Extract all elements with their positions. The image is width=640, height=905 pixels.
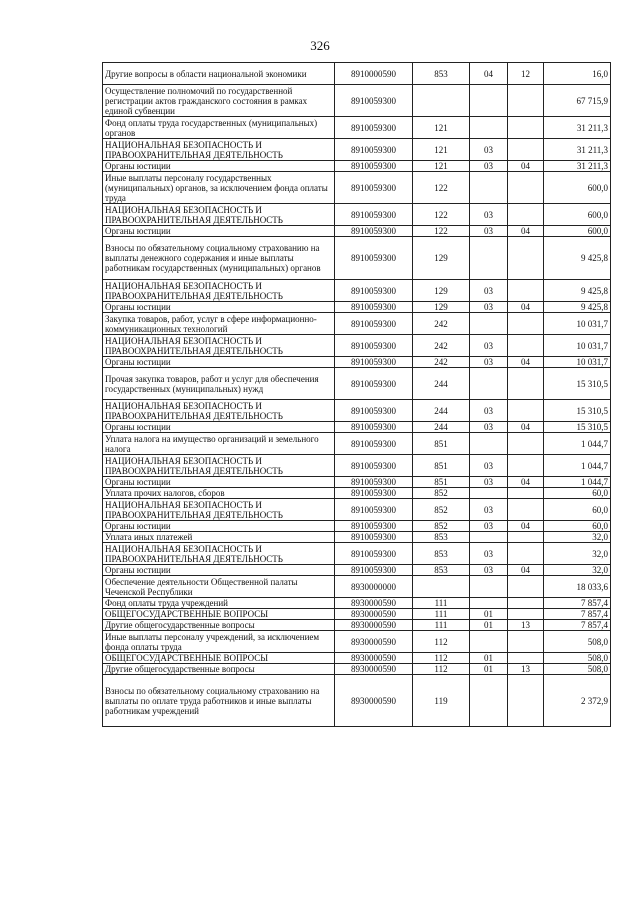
expense-type-cell: 242 (413, 335, 470, 357)
subsection-cell (508, 499, 544, 521)
subsection-cell: 12 (508, 63, 544, 85)
amount-cell: 7 857,4 (544, 620, 611, 631)
expense-type-cell: 121 (413, 161, 470, 172)
target-code-cell: 8910059300 (335, 237, 413, 280)
section-cell: 01 (470, 653, 508, 664)
subsection-cell (508, 631, 544, 653)
table-row (103, 455, 611, 477)
target-code-cell: 8930000590 (335, 598, 413, 609)
amount-cell: 9 425,8 (544, 280, 611, 302)
subsection-cell: 04 (508, 302, 544, 313)
subsection-cell (508, 237, 544, 280)
subsection-cell (508, 576, 544, 598)
table-row (103, 85, 611, 117)
row-name-cell: НАЦИОНАЛЬНАЯ БЕЗОПАСНОСТЬ И ПРАВООХРАНИТЕЛЬНАЯ ДЕЯТЕЛЬНОСТЬ (103, 400, 335, 422)
row-name-cell: Органы юстиции (103, 422, 335, 433)
target-code-cell: 8930000590 (335, 653, 413, 664)
amount-cell: 600,0 (544, 172, 611, 204)
expense-type-cell: 853 (413, 63, 470, 85)
row-name-cell: НАЦИОНАЛЬНАЯ БЕЗОПАСНОСТЬ И ПРАВООХРАНИТЕЛЬНАЯ ДЕЯТЕЛЬНОСТЬ (103, 499, 335, 521)
budget-table-body (103, 63, 611, 727)
table-row (103, 357, 611, 368)
amount-cell: 9 425,8 (544, 302, 611, 313)
target-code-cell: 8910059300 (335, 161, 413, 172)
table-row (103, 204, 611, 226)
target-code-cell: 8910059300 (335, 313, 413, 335)
target-code-cell: 8910000590 (335, 63, 413, 85)
row-name-cell: Уплата иных платежей (103, 532, 335, 543)
section-cell: 03 (470, 357, 508, 368)
expense-type-cell: 122 (413, 172, 470, 204)
amount-cell: 32,0 (544, 532, 611, 543)
table-row (103, 433, 611, 455)
target-code-cell: 8910059300 (335, 335, 413, 357)
section-cell (470, 488, 508, 499)
section-cell (470, 313, 508, 335)
subsection-cell: 04 (508, 226, 544, 237)
expense-type-cell: 244 (413, 400, 470, 422)
subsection-cell: 04 (508, 565, 544, 576)
row-name-cell: Органы юстиции (103, 161, 335, 172)
section-cell: 03 (470, 455, 508, 477)
row-name-cell: ОБЩЕГОСУДАРСТВЕННЫЕ ВОПРОСЫ (103, 609, 335, 620)
subsection-cell (508, 488, 544, 499)
table-row (103, 400, 611, 422)
subsection-cell (508, 313, 544, 335)
table-row (103, 565, 611, 576)
row-name-cell: Взносы по обязательному социальному страхованию на выплаты денежного содержания и иные выплаты работникам государственных (муниципальных) органов (103, 237, 335, 280)
table-row (103, 675, 611, 727)
target-code-cell: 8930000590 (335, 620, 413, 631)
target-code-cell: 8910059300 (335, 85, 413, 117)
section-cell (470, 675, 508, 727)
row-name-cell: НАЦИОНАЛЬНАЯ БЕЗОПАСНОСТЬ И ПРАВООХРАНИТЕЛЬНАЯ ДЕЯТЕЛЬНОСТЬ (103, 455, 335, 477)
subsection-cell (508, 204, 544, 226)
row-name-cell: Органы юстиции (103, 357, 335, 368)
amount-cell: 31 211,3 (544, 117, 611, 139)
section-cell: 03 (470, 521, 508, 532)
target-code-cell: 8910059300 (335, 302, 413, 313)
subsection-cell (508, 280, 544, 302)
target-code-cell: 8910059300 (335, 477, 413, 488)
target-code-cell: 8930000590 (335, 609, 413, 620)
table-row (103, 302, 611, 313)
subsection-cell (508, 85, 544, 117)
expense-type-cell: 121 (413, 139, 470, 161)
section-cell: 03 (470, 400, 508, 422)
amount-cell: 7 857,4 (544, 609, 611, 620)
section-cell: 03 (470, 477, 508, 488)
row-name-cell: НАЦИОНАЛЬНАЯ БЕЗОПАСНОСТЬ И ПРАВООХРАНИТЕЛЬНАЯ ДЕЯТЕЛЬНОСТЬ (103, 139, 335, 161)
row-name-cell: НАЦИОНАЛЬНАЯ БЕЗОПАСНОСТЬ И ПРАВООХРАНИТЕЛЬНАЯ ДЕЯТЕЛЬНОСТЬ (103, 543, 335, 565)
expense-type-cell (413, 576, 470, 598)
expense-type-cell: 244 (413, 368, 470, 400)
target-code-cell: 8930000590 (335, 631, 413, 653)
section-cell: 03 (470, 139, 508, 161)
amount-cell: 600,0 (544, 226, 611, 237)
expense-type-cell: 121 (413, 117, 470, 139)
subsection-cell: 04 (508, 521, 544, 532)
table-row (103, 576, 611, 598)
amount-cell: 32,0 (544, 565, 611, 576)
section-cell (470, 631, 508, 653)
expense-type-cell: 119 (413, 675, 470, 727)
section-cell (470, 532, 508, 543)
expense-type-cell (413, 85, 470, 117)
target-code-cell: 8910059300 (335, 422, 413, 433)
expense-type-cell: 242 (413, 313, 470, 335)
target-code-cell: 8910059300 (335, 204, 413, 226)
table-row (103, 609, 611, 620)
amount-cell: 1 044,7 (544, 433, 611, 455)
table-row (103, 543, 611, 565)
amount-cell: 9 425,8 (544, 237, 611, 280)
expense-type-cell: 852 (413, 521, 470, 532)
table-row (103, 280, 611, 302)
section-cell: 03 (470, 280, 508, 302)
expense-type-cell: 129 (413, 302, 470, 313)
amount-cell: 15 310,5 (544, 422, 611, 433)
expense-type-cell: 851 (413, 433, 470, 455)
section-cell: 03 (470, 565, 508, 576)
target-code-cell: 8910059300 (335, 433, 413, 455)
target-code-cell: 8910059300 (335, 543, 413, 565)
table-row (103, 161, 611, 172)
amount-cell: 10 031,7 (544, 313, 611, 335)
target-code-cell: 8910059300 (335, 280, 413, 302)
table-row (103, 313, 611, 335)
expense-type-cell: 853 (413, 532, 470, 543)
section-cell: 03 (470, 422, 508, 433)
table-row (103, 368, 611, 400)
table-row (103, 117, 611, 139)
row-name-cell: Органы юстиции (103, 302, 335, 313)
target-code-cell: 8910059300 (335, 172, 413, 204)
row-name-cell: Органы юстиции (103, 521, 335, 532)
row-name-cell: Прочая закупка товаров, работ и услуг для обеспечения государственных (муниципальных) нужд (103, 368, 335, 400)
subsection-cell (508, 172, 544, 204)
amount-cell: 60,0 (544, 499, 611, 521)
amount-cell: 2 372,9 (544, 675, 611, 727)
table-row (103, 477, 611, 488)
expense-type-cell: 111 (413, 609, 470, 620)
amount-cell: 18 033,6 (544, 576, 611, 598)
amount-cell: 31 211,3 (544, 161, 611, 172)
table-row (103, 226, 611, 237)
amount-cell: 31 211,3 (544, 139, 611, 161)
section-cell (470, 576, 508, 598)
expense-type-cell: 851 (413, 455, 470, 477)
row-name-cell: Закупка товаров, работ, услуг в сфере информационно-коммуникационных технологий (103, 313, 335, 335)
amount-cell: 508,0 (544, 664, 611, 675)
section-cell: 03 (470, 499, 508, 521)
expense-type-cell: 129 (413, 280, 470, 302)
target-code-cell: 8930000590 (335, 664, 413, 675)
section-cell: 04 (470, 63, 508, 85)
target-code-cell: 8910059300 (335, 357, 413, 368)
amount-cell: 60,0 (544, 488, 611, 499)
row-name-cell: Другие общегосударственные вопросы (103, 620, 335, 631)
subsection-cell (508, 532, 544, 543)
amount-cell: 15 310,5 (544, 368, 611, 400)
table-row (103, 620, 611, 631)
target-code-cell: 8910059300 (335, 117, 413, 139)
subsection-cell (508, 335, 544, 357)
expense-type-cell: 112 (413, 631, 470, 653)
amount-cell: 1 044,7 (544, 477, 611, 488)
section-cell (470, 172, 508, 204)
subsection-cell (508, 433, 544, 455)
row-name-cell: Взносы по обязательному социальному страхованию на выплаты по оплате труда работников и иные выплаты работникам учреждений (103, 675, 335, 727)
subsection-cell (508, 139, 544, 161)
expense-type-cell: 122 (413, 204, 470, 226)
amount-cell: 600,0 (544, 204, 611, 226)
section-cell (470, 368, 508, 400)
subsection-cell: 13 (508, 620, 544, 631)
amount-cell: 32,0 (544, 543, 611, 565)
target-code-cell: 8910059300 (335, 368, 413, 400)
table-row (103, 237, 611, 280)
subsection-cell (508, 455, 544, 477)
subsection-cell (508, 653, 544, 664)
row-name-cell: НАЦИОНАЛЬНАЯ БЕЗОПАСНОСТЬ И ПРАВООХРАНИТЕЛЬНАЯ ДЕЯТЕЛЬНОСТЬ (103, 204, 335, 226)
subsection-cell (508, 543, 544, 565)
table-row (103, 499, 611, 521)
expense-type-cell: 112 (413, 653, 470, 664)
page-number: 326 (310, 38, 330, 53)
row-name-cell: Органы юстиции (103, 565, 335, 576)
section-cell (470, 237, 508, 280)
section-cell (470, 433, 508, 455)
section-cell (470, 117, 508, 139)
table-row (103, 532, 611, 543)
subsection-cell (508, 598, 544, 609)
target-code-cell: 8910059300 (335, 521, 413, 532)
amount-cell: 67 715,9 (544, 85, 611, 117)
section-cell: 01 (470, 664, 508, 675)
subsection-cell (508, 400, 544, 422)
section-cell: 03 (470, 302, 508, 313)
subsection-cell (508, 117, 544, 139)
expense-type-cell: 851 (413, 477, 470, 488)
amount-cell: 508,0 (544, 631, 611, 653)
amount-cell: 60,0 (544, 521, 611, 532)
row-name-cell: Уплата налога на имущество организаций и земельного налога (103, 433, 335, 455)
section-cell: 03 (470, 204, 508, 226)
subsection-cell: 04 (508, 477, 544, 488)
section-cell (470, 85, 508, 117)
expense-type-cell: 853 (413, 565, 470, 576)
target-code-cell: 8930000000 (335, 576, 413, 598)
target-code-cell: 8910059300 (335, 226, 413, 237)
subsection-cell (508, 675, 544, 727)
section-cell: 01 (470, 620, 508, 631)
expense-type-cell: 853 (413, 543, 470, 565)
section-cell: 01 (470, 609, 508, 620)
table-row (103, 598, 611, 609)
amount-cell: 10 031,7 (544, 335, 611, 357)
row-name-cell: Органы юстиции (103, 226, 335, 237)
row-name-cell: ОБЩЕГОСУДАРСТВЕННЫЕ ВОПРОСЫ (103, 653, 335, 664)
row-name-cell: НАЦИОНАЛЬНАЯ БЕЗОПАСНОСТЬ И ПРАВООХРАНИТЕЛЬНАЯ ДЕЯТЕЛЬНОСТЬ (103, 335, 335, 357)
table-row (103, 63, 611, 85)
row-name-cell: НАЦИОНАЛЬНАЯ БЕЗОПАСНОСТЬ И ПРАВООХРАНИТЕЛЬНАЯ ДЕЯТЕЛЬНОСТЬ (103, 280, 335, 302)
expense-type-cell: 111 (413, 598, 470, 609)
target-code-cell: 8910059300 (335, 532, 413, 543)
row-name-cell: Органы юстиции (103, 477, 335, 488)
row-name-cell: Осуществление полномочий по государственной регистрации актов гражданского состояния в рамках единой субвенции (103, 85, 335, 117)
table-row (103, 631, 611, 653)
target-code-cell: 8910059300 (335, 400, 413, 422)
table-row (103, 653, 611, 664)
expense-type-cell: 852 (413, 499, 470, 521)
target-code-cell: 8910059300 (335, 139, 413, 161)
row-name-cell: Другие вопросы в области национальной экономики (103, 63, 335, 85)
target-code-cell: 8910059300 (335, 565, 413, 576)
target-code-cell: 8910059300 (335, 488, 413, 499)
section-cell: 03 (470, 335, 508, 357)
table-row (103, 139, 611, 161)
table-row (103, 521, 611, 532)
table-row (103, 422, 611, 433)
expense-type-cell: 112 (413, 664, 470, 675)
amount-cell: 508,0 (544, 653, 611, 664)
expense-type-cell: 242 (413, 357, 470, 368)
section-cell: 03 (470, 161, 508, 172)
expense-type-cell: 111 (413, 620, 470, 631)
amount-cell: 1 044,7 (544, 455, 611, 477)
row-name-cell: Фонд оплаты труда государственных (муниципальных) органов (103, 117, 335, 139)
amount-cell: 10 031,7 (544, 357, 611, 368)
subsection-cell (508, 368, 544, 400)
subsection-cell: 13 (508, 664, 544, 675)
subsection-cell: 04 (508, 161, 544, 172)
row-name-cell: Иные выплаты персоналу государственных (муниципальных) органов, за исключением фонда оплаты труда (103, 172, 335, 204)
row-name-cell: Иные выплаты персоналу учреждений, за исключением фонда оплаты труда (103, 631, 335, 653)
table-row (103, 488, 611, 499)
amount-cell: 15 310,5 (544, 400, 611, 422)
row-name-cell: Уплата прочих налогов, сборов (103, 488, 335, 499)
expense-type-cell: 122 (413, 226, 470, 237)
target-code-cell: 8910059300 (335, 455, 413, 477)
table-row (103, 335, 611, 357)
target-code-cell: 8930000590 (335, 675, 413, 727)
expense-type-cell: 244 (413, 422, 470, 433)
target-code-cell: 8910059300 (335, 499, 413, 521)
amount-cell: 7 857,4 (544, 598, 611, 609)
budget-table (102, 62, 611, 727)
section-cell: 03 (470, 226, 508, 237)
row-name-cell: Фонд оплаты труда учреждений (103, 598, 335, 609)
table-row (103, 664, 611, 675)
section-cell: 03 (470, 543, 508, 565)
subsection-cell: 04 (508, 422, 544, 433)
row-name-cell: Обеспечение деятельности Общественной палаты Чеченской Республики (103, 576, 335, 598)
subsection-cell: 04 (508, 357, 544, 368)
table-row (103, 172, 611, 204)
expense-type-cell: 129 (413, 237, 470, 280)
amount-cell: 16,0 (544, 63, 611, 85)
expense-type-cell: 852 (413, 488, 470, 499)
row-name-cell: Другие общегосударственные вопросы (103, 664, 335, 675)
section-cell (470, 598, 508, 609)
subsection-cell (508, 609, 544, 620)
